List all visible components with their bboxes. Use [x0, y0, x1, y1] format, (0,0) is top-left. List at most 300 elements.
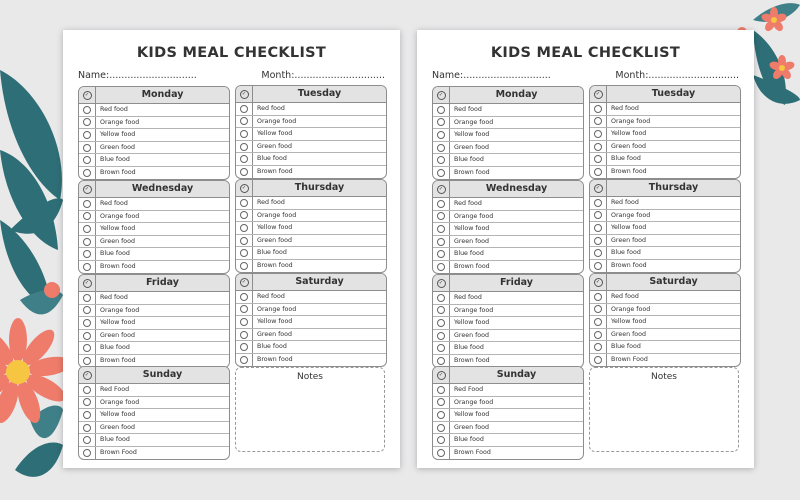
checkbox-circle[interactable] [240, 105, 248, 113]
checkbox-circle[interactable] [240, 199, 248, 207]
food-label: Brown Food [611, 355, 648, 363]
checkbox-cell[interactable] [236, 304, 253, 316]
check-circle-icon: ✓ [83, 91, 92, 100]
header-check-cell [433, 367, 450, 383]
checkbox-circle[interactable] [437, 212, 445, 220]
food-row [236, 141, 386, 154]
checkbox-circle[interactable] [83, 106, 91, 114]
food-label: Orange food [100, 212, 140, 220]
checkbox-cell[interactable] [433, 154, 450, 166]
checkbox-circle[interactable] [437, 386, 445, 394]
checkbox-circle[interactable] [594, 155, 602, 163]
checkbox-circle[interactable] [437, 169, 445, 177]
food-row [79, 211, 229, 224]
checkbox-cell[interactable] [590, 153, 607, 165]
checkbox-circle[interactable] [437, 200, 445, 208]
checklist-page-left [63, 30, 400, 468]
checkbox-circle[interactable] [594, 117, 602, 125]
food-row [79, 248, 229, 261]
day-card-sunday [78, 366, 230, 460]
checkbox-circle[interactable] [240, 343, 248, 351]
food-row [590, 153, 740, 166]
food-label: Blue food [100, 250, 130, 258]
checkbox-cell[interactable] [79, 104, 96, 116]
checkbox-cell[interactable] [433, 422, 450, 434]
checkbox-cell[interactable] [590, 222, 607, 234]
food-label: Brown food [100, 262, 136, 270]
food-row [433, 330, 583, 343]
day-label: Tuesday [651, 88, 696, 99]
name-field[interactable]: Name:............................. [78, 70, 197, 81]
checkbox-circle[interactable] [594, 305, 602, 313]
checkbox-cell[interactable] [433, 211, 450, 223]
checkbox-cell[interactable] [590, 141, 607, 153]
checkbox-circle[interactable] [437, 411, 445, 419]
checkbox-cell[interactable] [236, 222, 253, 234]
checkbox-cell[interactable] [433, 292, 450, 304]
notes-label: Notes [651, 372, 677, 382]
check-circle-icon: ✓ [240, 90, 249, 99]
checkbox-circle[interactable] [83, 169, 91, 177]
checkbox-cell[interactable] [433, 223, 450, 235]
check-circle-icon: ✓ [240, 184, 249, 193]
checkbox-circle[interactable] [437, 144, 445, 152]
month-field[interactable]: Month:.............................. [615, 70, 739, 81]
food-row [79, 292, 229, 305]
checkbox-cell[interactable] [236, 103, 253, 115]
checkbox-cell[interactable] [433, 305, 450, 317]
food-label: Blue food [100, 156, 130, 164]
checkbox-cell[interactable] [590, 235, 607, 247]
checkbox-circle[interactable] [83, 238, 91, 246]
checkbox-circle[interactable] [437, 250, 445, 258]
checkbox-cell[interactable] [236, 291, 253, 303]
checkbox-circle[interactable] [437, 436, 445, 444]
checkbox-cell[interactable] [79, 422, 96, 434]
checkbox-cell[interactable] [433, 142, 450, 154]
checkbox-circle[interactable] [437, 118, 445, 126]
check-circle-icon: ✓ [437, 279, 446, 288]
checkbox-circle[interactable] [83, 398, 91, 406]
checkbox-circle[interactable] [83, 263, 91, 271]
checkbox-circle[interactable] [83, 436, 91, 444]
food-label: Green food [257, 330, 292, 338]
check-circle-icon: ✓ [240, 278, 249, 287]
checkbox-cell[interactable] [433, 397, 450, 409]
checkbox-circle[interactable] [437, 106, 445, 114]
check-circle-icon: ✓ [594, 278, 603, 287]
checkbox-cell[interactable] [236, 260, 253, 272]
food-row [590, 291, 740, 304]
checkbox-cell[interactable] [236, 153, 253, 165]
check-circle-icon: ✓ [594, 184, 603, 193]
food-label: Brown Food [454, 448, 491, 456]
food-row [79, 236, 229, 249]
checkbox-cell[interactable] [590, 329, 607, 341]
food-label: Brown food [257, 167, 293, 175]
food-label: Brown food [257, 261, 293, 269]
food-row [79, 434, 229, 447]
checkbox-circle[interactable] [437, 263, 445, 271]
food-label: Blue food [454, 156, 484, 164]
checkbox-circle[interactable] [594, 293, 602, 301]
food-row [79, 384, 229, 397]
checkbox-cell[interactable] [433, 434, 450, 446]
day-label: Friday [500, 277, 533, 288]
checkbox-circle[interactable] [437, 156, 445, 164]
checkbox-cell[interactable] [79, 292, 96, 304]
header-check-cell [590, 274, 607, 290]
food-label: Brown food [100, 356, 136, 364]
food-label: Blue food [611, 249, 641, 257]
header-check-cell [236, 274, 253, 290]
checkbox-cell[interactable] [236, 235, 253, 247]
checkbox-circle[interactable] [240, 318, 248, 326]
food-row [236, 291, 386, 304]
food-row [590, 329, 740, 342]
checkbox-cell[interactable] [236, 329, 253, 341]
checkbox-cell[interactable] [79, 248, 96, 260]
checkbox-circle[interactable] [83, 411, 91, 419]
checkbox-cell[interactable] [79, 330, 96, 342]
checkbox-cell[interactable] [590, 128, 607, 140]
food-label: Brown food [454, 168, 490, 176]
food-row [433, 305, 583, 318]
checkbox-cell[interactable] [590, 197, 607, 209]
food-row [590, 304, 740, 317]
checkbox-circle[interactable] [83, 332, 91, 340]
food-row [433, 117, 583, 130]
food-label: Red food [454, 106, 482, 113]
checkbox-circle[interactable] [83, 386, 91, 394]
food-label: Green food [100, 423, 135, 431]
food-row [590, 103, 740, 116]
food-row [433, 142, 583, 155]
day-label: Monday [141, 89, 184, 100]
checkbox-circle[interactable] [240, 117, 248, 125]
checkbox-cell[interactable] [433, 198, 450, 210]
notes-label: Notes [297, 372, 323, 382]
checkbox-circle[interactable] [240, 305, 248, 313]
checkbox-circle[interactable] [83, 424, 91, 432]
checkbox-cell[interactable] [79, 211, 96, 223]
checkbox-circle[interactable] [594, 168, 602, 176]
checkbox-circle[interactable] [437, 424, 445, 432]
day-label: Saturday [295, 276, 344, 287]
checkbox-circle[interactable] [594, 199, 602, 207]
checkbox-circle[interactable] [240, 356, 248, 364]
food-label: Red food [100, 106, 128, 113]
checkbox-circle[interactable] [83, 212, 91, 220]
checkbox-circle[interactable] [83, 144, 91, 152]
checkbox-circle[interactable] [83, 225, 91, 233]
checkbox-cell[interactable] [433, 129, 450, 141]
checkbox-cell[interactable] [79, 305, 96, 317]
checkbox-cell[interactable] [236, 166, 253, 178]
food-label: Orange food [100, 306, 140, 314]
checkbox-circle[interactable] [240, 168, 248, 176]
month-field[interactable]: Month:.............................. [261, 70, 385, 81]
checkbox-cell[interactable] [590, 247, 607, 259]
food-label: Blue food [257, 249, 287, 257]
food-row [433, 198, 583, 211]
checkbox-circle[interactable] [437, 357, 445, 365]
day-label: Wednesday [485, 183, 548, 194]
header-check-cell [590, 86, 607, 102]
checkbox-cell[interactable] [79, 355, 96, 367]
checkbox-cell[interactable] [79, 317, 96, 329]
food-label: Blue food [257, 155, 287, 163]
food-label: Green food [454, 331, 489, 339]
day-card-friday [78, 274, 230, 368]
food-label: Orange food [454, 212, 494, 220]
checkbox-cell[interactable] [236, 210, 253, 222]
checkbox-cell[interactable] [433, 317, 450, 329]
checkbox-circle[interactable] [83, 294, 91, 302]
checkbox-cell[interactable] [79, 167, 96, 179]
checkbox-circle[interactable] [83, 449, 91, 457]
notes-box[interactable] [589, 367, 739, 452]
checkbox-cell[interactable] [79, 384, 96, 396]
checkbox-circle[interactable] [594, 224, 602, 232]
checkbox-cell[interactable] [590, 354, 607, 366]
checkbox-circle[interactable] [437, 238, 445, 246]
checkbox-cell[interactable] [236, 141, 253, 153]
checkbox-circle[interactable] [83, 156, 91, 164]
checkbox-circle[interactable] [437, 332, 445, 340]
checkbox-cell[interactable] [79, 434, 96, 446]
checkbox-circle[interactable] [83, 118, 91, 126]
checkbox-circle[interactable] [594, 130, 602, 138]
day-card-saturday [589, 273, 741, 367]
checkbox-circle[interactable] [437, 449, 445, 457]
food-row [236, 116, 386, 129]
checkbox-circle[interactable] [240, 155, 248, 163]
food-row [236, 260, 386, 272]
checkbox-circle[interactable] [240, 331, 248, 339]
checkbox-cell[interactable] [79, 154, 96, 166]
checkbox-cell[interactable] [433, 104, 450, 116]
checkbox-circle[interactable] [240, 293, 248, 301]
header-check-cell [433, 275, 450, 291]
checkbox-cell[interactable] [236, 341, 253, 353]
food-label: Blue food [611, 155, 641, 163]
food-label: Brown food [100, 168, 136, 176]
checkbox-circle[interactable] [83, 306, 91, 314]
food-row [590, 210, 740, 223]
name-field[interactable]: Name:............................. [432, 70, 551, 81]
food-label: Red Food [454, 386, 484, 393]
food-row [79, 447, 229, 459]
checkbox-cell[interactable] [79, 129, 96, 141]
food-label: Green food [257, 142, 292, 150]
check-circle-icon: ✓ [83, 279, 92, 288]
checkbox-circle[interactable] [437, 398, 445, 406]
food-label: Green food [611, 236, 646, 244]
food-row [236, 304, 386, 317]
food-row [236, 222, 386, 235]
food-row [236, 329, 386, 342]
checkbox-circle[interactable] [594, 331, 602, 339]
checkbox-circle[interactable] [83, 250, 91, 258]
food-row [236, 153, 386, 166]
checkbox-circle[interactable] [240, 237, 248, 245]
checkbox-cell[interactable] [433, 167, 450, 179]
food-label: Orange food [100, 398, 140, 406]
food-row [433, 223, 583, 236]
day-header [590, 86, 740, 103]
food-label: Yellow food [100, 411, 136, 419]
food-row [590, 197, 740, 210]
checkbox-cell[interactable] [433, 342, 450, 354]
checkbox-circle[interactable] [240, 262, 248, 270]
checkbox-cell[interactable] [79, 409, 96, 421]
checkbox-circle[interactable] [437, 319, 445, 327]
notes-box[interactable] [235, 367, 385, 452]
checkbox-cell[interactable] [79, 236, 96, 248]
checkbox-circle[interactable] [594, 356, 602, 364]
checkbox-circle[interactable] [83, 131, 91, 139]
food-row [79, 129, 229, 142]
food-label: Red food [454, 200, 482, 207]
food-row [433, 236, 583, 249]
checkbox-circle[interactable] [240, 211, 248, 219]
food-row [433, 384, 583, 397]
checkbox-circle[interactable] [594, 249, 602, 257]
food-row [236, 354, 386, 366]
checkbox-cell[interactable] [590, 103, 607, 115]
food-row [79, 142, 229, 155]
food-row [236, 341, 386, 354]
checkbox-cell[interactable] [236, 316, 253, 328]
food-row [79, 198, 229, 211]
food-label: Green food [454, 423, 489, 431]
food-label: Yellow food [611, 318, 647, 326]
checkbox-circle[interactable] [594, 237, 602, 245]
food-label: Red food [257, 199, 285, 206]
checkbox-cell[interactable] [590, 304, 607, 316]
checkbox-circle[interactable] [437, 306, 445, 314]
checkbox-cell[interactable] [433, 248, 450, 260]
checkbox-cell[interactable] [433, 409, 450, 421]
food-label: Red Food [100, 386, 130, 393]
checkbox-circle[interactable] [437, 344, 445, 352]
food-row [433, 409, 583, 422]
day-label: Sunday [496, 369, 537, 380]
checkbox-circle[interactable] [83, 319, 91, 327]
checkbox-circle[interactable] [437, 131, 445, 139]
food-label: Yellow food [257, 130, 293, 138]
checkbox-cell[interactable] [236, 128, 253, 140]
checkbox-cell[interactable] [433, 330, 450, 342]
checkbox-cell[interactable] [433, 261, 450, 273]
day-label: Saturday [649, 276, 698, 287]
checkbox-cell[interactable] [79, 223, 96, 235]
food-label: Red food [257, 293, 285, 300]
food-row [433, 154, 583, 167]
checkbox-circle[interactable] [594, 262, 602, 270]
checkbox-circle[interactable] [83, 200, 91, 208]
food-label: Green food [100, 237, 135, 245]
checkbox-cell[interactable] [433, 236, 450, 248]
checkbox-circle[interactable] [594, 318, 602, 326]
food-row [236, 247, 386, 260]
checkbox-cell[interactable] [236, 247, 253, 259]
day-header [590, 180, 740, 197]
checkbox-cell[interactable] [236, 354, 253, 366]
checkbox-circle[interactable] [240, 143, 248, 151]
food-row [433, 104, 583, 117]
checkbox-circle[interactable] [594, 211, 602, 219]
checkbox-cell[interactable] [590, 341, 607, 353]
day-card-wednesday [78, 180, 230, 274]
checkbox-cell[interactable] [590, 316, 607, 328]
day-label: Friday [146, 277, 179, 288]
checkbox-circle[interactable] [83, 357, 91, 365]
day-header [236, 180, 386, 197]
food-label: Yellow food [257, 318, 293, 326]
food-row [236, 235, 386, 248]
checkbox-cell[interactable] [236, 116, 253, 128]
food-row [433, 422, 583, 435]
day-card-tuesday [589, 85, 741, 179]
day-header [79, 181, 229, 198]
food-label: Orange food [611, 211, 651, 219]
checkbox-circle[interactable] [240, 224, 248, 232]
day-label: Wednesday [131, 183, 194, 194]
food-row [433, 167, 583, 179]
food-row [236, 128, 386, 141]
check-circle-icon: ✓ [83, 371, 92, 380]
checkbox-cell[interactable] [79, 261, 96, 273]
food-label: Yellow food [611, 130, 647, 138]
checkbox-cell[interactable] [590, 260, 607, 272]
checkbox-cell[interactable] [433, 447, 450, 459]
day-card-sunday [432, 366, 584, 460]
food-label: Yellow food [257, 224, 293, 232]
checkbox-cell[interactable] [236, 197, 253, 209]
checkbox-cell[interactable] [79, 142, 96, 154]
food-row [236, 197, 386, 210]
food-row [79, 422, 229, 435]
checkbox-circle[interactable] [594, 143, 602, 151]
day-label: Monday [495, 89, 538, 100]
checkbox-circle[interactable] [594, 343, 602, 351]
checkbox-circle[interactable] [594, 105, 602, 113]
checkbox-cell[interactable] [590, 291, 607, 303]
food-row [590, 316, 740, 329]
checkbox-cell[interactable] [79, 447, 96, 459]
checkbox-cell[interactable] [79, 198, 96, 210]
checkbox-cell[interactable] [590, 210, 607, 222]
checkbox-circle[interactable] [240, 249, 248, 257]
food-label: Red food [100, 294, 128, 301]
day-header [433, 275, 583, 292]
checkbox-cell[interactable] [79, 117, 96, 129]
checkbox-cell[interactable] [433, 355, 450, 367]
checkbox-circle[interactable] [83, 344, 91, 352]
checkbox-cell[interactable] [590, 116, 607, 128]
checkbox-cell[interactable] [590, 166, 607, 178]
checkbox-cell[interactable] [79, 342, 96, 354]
checkbox-cell[interactable] [433, 117, 450, 129]
checkbox-circle[interactable] [437, 294, 445, 302]
food-label: Red food [454, 294, 482, 301]
checkbox-cell[interactable] [79, 397, 96, 409]
checkbox-cell[interactable] [433, 384, 450, 396]
checkbox-circle[interactable] [240, 130, 248, 138]
checkbox-circle[interactable] [437, 225, 445, 233]
